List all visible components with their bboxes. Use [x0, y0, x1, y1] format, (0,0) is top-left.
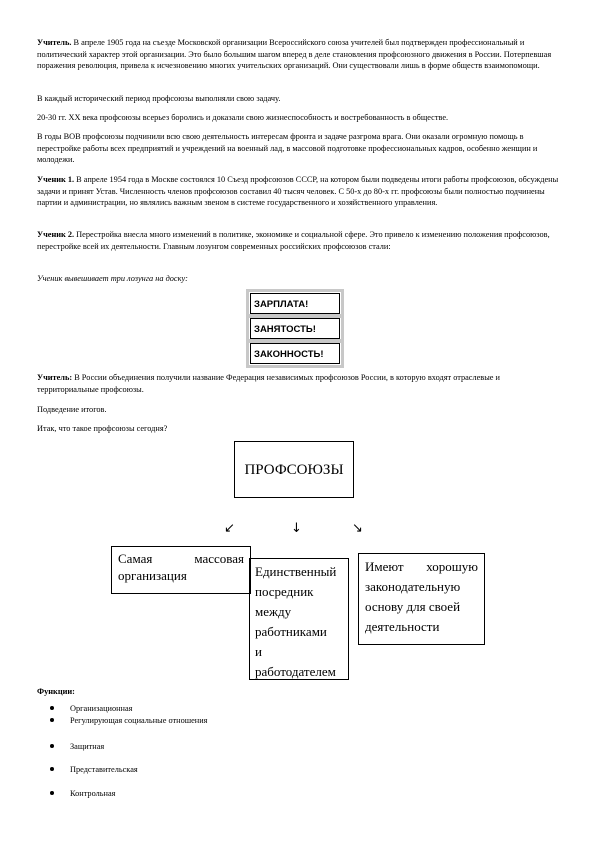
diagram-center-box: ПРОФСОЮЗЫ	[234, 441, 354, 498]
bullet-icon	[50, 706, 54, 710]
slogan-employment: ЗАНЯТОСТЬ!	[250, 318, 340, 339]
arrow-down-left-icon: ↙	[224, 521, 235, 536]
slogan-legality: ЗАКОННОСТЬ!	[250, 343, 340, 364]
list-item-text: Представительская	[70, 765, 138, 774]
speaker-label: Учитель:	[37, 373, 73, 382]
diagram-box-mass-organization	[111, 546, 251, 594]
paragraph-student-slogans: Ученик вывешивает три лозунга на доску:	[37, 274, 188, 283]
bullet-icon	[50, 744, 54, 748]
box-text: работодателем	[255, 664, 336, 679]
paragraph-20-30s: 20-30 гг. XX века профсоюзы всерьез боролись и доказали свою жизнеспособность и востребованность в обществе.	[37, 113, 449, 122]
paragraph-teacher-1905	[37, 37, 562, 72]
paragraph-student-2	[37, 229, 562, 252]
paragraph-text: В апреле 1954 года в Москве состоялся 10 Съезд профсоюзов СССР, на котором были подведены итоги работы профсоюзов, обсуждены задачи и принят Устав. Численность членов профсоюзов составил 40 тысяч человек. С 50-х до 80-х гг. профсоюзы были полностью подчинены партии и администрации, но являлись важным звеном в системе государственного и хозяйственного управления.	[37, 175, 559, 208]
diagram-box-legal-basis	[358, 553, 485, 645]
functions-heading	[37, 686, 562, 698]
paragraph-summary: Подведение итогов.	[37, 405, 107, 414]
box-text: посредник	[255, 584, 314, 599]
functions-heading-text: Функции:	[37, 687, 75, 696]
box-text: работниками	[255, 624, 327, 639]
bullet-icon	[50, 791, 54, 795]
arrow-down-right-icon: ↘	[352, 521, 363, 536]
paragraph-student-1	[37, 174, 562, 209]
paragraph-historical-period: В каждый исторический период профсоюзы выполняли свою задачу.	[37, 94, 281, 103]
paragraph-question: Итак, что такое профсоюзы сегодня?	[37, 424, 168, 433]
box-text: Имеют	[365, 559, 404, 574]
list-item-text: Контрольная	[70, 789, 116, 798]
bullet-icon	[50, 718, 54, 722]
box-text: массовая	[194, 551, 244, 566]
box-text: между	[255, 604, 292, 619]
box-text: законодательную	[365, 579, 461, 594]
paragraph-text: В апреле 1905 года на съезде Московской организации Всероссийского союза учителей был подтвержден профессиональный и политический характер этой организации. Это было большим шагом вперед в деле становления профсоюзного движения в России. Потерпевшая поражения революция, привела к исчезновению многих учительских организаций. Они существовали лишь в форме обществ взаимопомощи.	[37, 38, 552, 71]
arrow-down-icon: ↓	[291, 521, 302, 536]
box-text: и	[255, 644, 262, 659]
slogan-salary: ЗАРПЛАТА!	[250, 293, 340, 314]
paragraph-wwii: В годы ВОВ профсоюзы подчинили всю свою деятельность интересам фронта и задаче разгрома врага. Они оказали огромную помощь в перестройке работы всех предприятий и учреждений на военный лад, в массовой подготовке профессиональных кадров, особенно женщин и молодежи.	[37, 132, 538, 165]
list-item-text: Организационная	[70, 704, 133, 713]
diagram-box-intermediary	[249, 558, 349, 680]
box-text: деятельности	[365, 619, 440, 634]
speaker-label: Ученик 2.	[37, 230, 75, 239]
list-item-text: Регулирующая социальные отношения	[70, 716, 208, 725]
list-item-text: Защитная	[70, 742, 105, 751]
box-text: Самая	[118, 551, 153, 566]
paragraph-teacher-federation	[37, 372, 562, 395]
speaker-label: Учитель.	[37, 38, 72, 47]
box-text: Единственный	[255, 564, 337, 579]
paragraph-text: В России объединения получили название Федерация независимых профсоюзов России, в которую входят отраслевые и территориальные профсоюзы.	[37, 373, 501, 394]
box-text: хорошую	[426, 559, 478, 574]
speaker-label: Ученик 1.	[37, 175, 75, 184]
box-text: организация	[118, 568, 187, 583]
box-text: основу для своей	[365, 599, 461, 614]
paragraph-text: Перестройка внесла много изменений в политике, экономике и социальной сфере. Это привело к изменению положения профсоюзов, перестройке всей их деятельности. Главным лозунгом современных российских профсоюзов стали:	[37, 230, 550, 251]
bullet-icon	[50, 767, 54, 771]
